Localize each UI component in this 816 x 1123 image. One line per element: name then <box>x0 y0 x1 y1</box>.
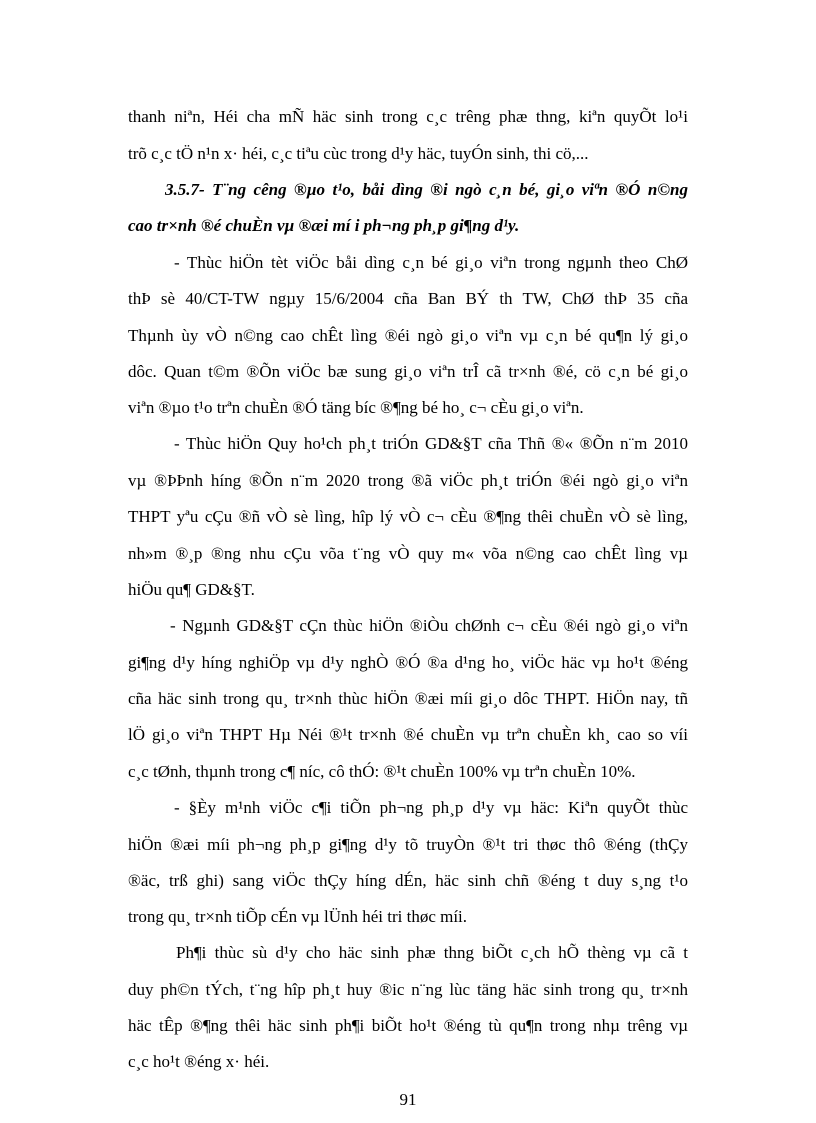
paragraph-line: cña häc sinh trong qu¸ tr×nh thùc hiÖn ®æi míi gi¸o dôc THPT. HiÖn nay, tñ <box>128 689 688 708</box>
paragraph-line: - §Èy m¹nh viÖc c¶i tiÕn ph¬ng ph¸p d¹y vµ häc: Kiªn quyÕt thùc <box>174 798 688 817</box>
paragraph-line: trong qu¸ tr×nh tiÕp cÉn vµ lÜnh héi tri thøc míi. <box>128 907 468 926</box>
paragraph-line: ®äc, trß ghi) sang viÖc thÇy híng dÉn, häc sinh chñ ®éng t duy s¸ng t¹o <box>128 871 688 890</box>
paragraph-line: dôc. Quan t©m ®Õn viÖc bæ sung gi¸o viªn trÎ cã tr×nh ®é, cö c¸n bé gi¸o <box>128 362 688 381</box>
paragraph-line: viªn ®µo t¹o trªn chuÈn ®Ó täng bíc ®¶ng bé ho¸ c¬ cÈu gi¸o viªn. <box>128 398 584 417</box>
paragraph-line: THPT yªu cÇu ®ñ vÒ sè lìng, hîp lý vÒ c¬ cÈu ®¶ng thêi chuÈn vÒ sè lìng, <box>128 507 688 526</box>
paragraph-line: - Thùc hiÖn tèt viÖc båi dìng c¸n bé gi¸o viªn trong ngµnh theo ChØ <box>174 253 688 272</box>
intro-line: thanh niªn, Héi cha mÑ häc sinh trong c¸c trêng phæ thng, kiªn quyÕt lo¹i <box>128 107 688 126</box>
paragraph-line: lÖ gi¸o viªn THPT Hµ Néi ®¹t tr×nh ®é chuÈn vµ trªn chuÈn kh¸ cao so víi <box>128 725 688 744</box>
paragraph-line: - Thùc hiÖn Quy ho¹ch ph¸t triÓn GD&§T cña Thñ ®« ®Õn n¨m 2010 <box>174 434 688 453</box>
paragraph-line: Ph¶i thùc sù d¹y cho häc sinh phæ thng biÕt c¸ch hÕ thèng vµ cã t <box>176 943 688 962</box>
paragraph-line: - Ngµnh GD&§T cÇn thùc hiÖn ®iÒu chØnh c¬ cÈu ®éi ngò gi¸o viªn <box>170 616 688 635</box>
intro-line: trõ c¸c tÖ n¹n x· héi, c¸c tiªu cùc trong d¹y häc, tuyÓn sinh, thi cö,... <box>128 144 589 163</box>
paragraph-line: gi¶ng d¹y híng nghiÖp vµ d¹y nghÒ ®Ó ®a d¹ng ho¸ viÖc häc vµ ho¹t ®éng <box>128 653 688 672</box>
paragraph-line: c¸c tØnh, thµnh trong c¶ níc, cô thÓ: ®¹t chuÈn 100% vµ trªn chuÈn 10%. <box>128 762 636 781</box>
paragraph-line: c¸c ho¹t ®éng x· héi. <box>128 1052 270 1071</box>
section-heading: 3.5.7- T¨ng cêng ®µo t¹o, båi dìng ®i ngò c¸n bé, gi¸o viªn ®Ó n©ng <box>165 180 688 199</box>
paragraph-line: nh»m ®¸p ®ng nhu cÇu võa t¨ng vÒ quy m« võa n©ng cao chÊt lìng vµ <box>128 544 688 563</box>
paragraph-line: häc tÊp ®¶ng thêi häc sinh ph¶i biÕt ho¹t ®éng tù qu¶n trong nhµ trêng vµ <box>128 1016 688 1035</box>
paragraph-line: hiÖu qu¶ GD&§T. <box>128 580 255 599</box>
paragraph-line: Thµnh ùy vÒ n©ng cao chÊt lìng ®éi ngò gi¸o viªn vµ c¸n bé qu¶n lý gi¸o <box>128 326 688 345</box>
page-number: 91 <box>399 1090 417 1109</box>
section-heading: cao tr×nh ®é chuÈn vµ ®æi mí i ph¬ng ph¸p gi¶ng d¹y. <box>128 216 520 235</box>
paragraph-line: duy ph©n tÝch, t¨ng hîp ph¸t huy ®ic n¨ng lùc täng häc sinh trong qu¸ tr×nh <box>128 980 688 999</box>
paragraph-line: hiÖn ®æi míi ph¬ng ph¸p gi¶ng d¹y tõ truyÒn ®¹t tri thøc thô ®éng (thÇy <box>128 835 688 854</box>
paragraph-line: vµ ®ÞÞnh híng ®Õn n¨m 2020 trong ®ã viÖc ph¸t triÓn ®éi ngò gi¸o viªn <box>128 471 688 490</box>
paragraph-line: thÞ sè 40/CT-TW ngµy 15/6/2004 cña Ban BÝ th TW, ChØ thÞ 35 cña <box>128 289 688 308</box>
